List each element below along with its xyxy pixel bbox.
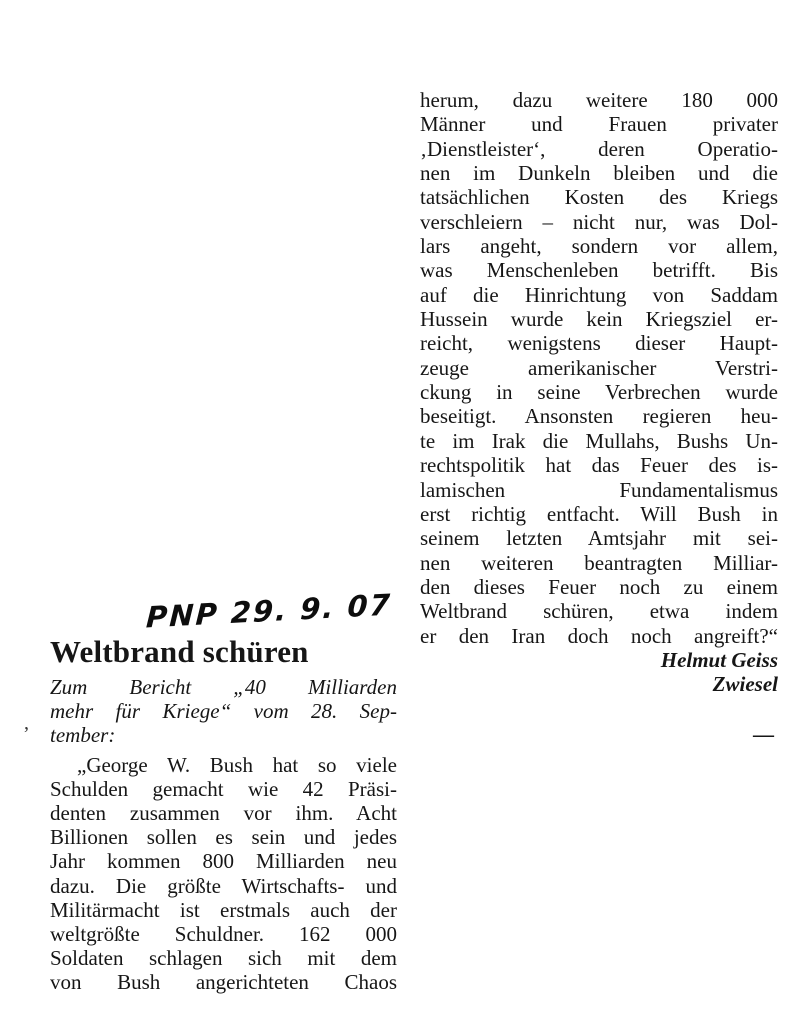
- text-line: verschleiern – nicht nur, was Dol-: [420, 209, 778, 234]
- article-headline: Weltbrand schüren: [50, 634, 309, 669]
- text-line: reicht, wenigstens dieser Haupt-: [420, 331, 778, 356]
- article-left-column: [50, 634, 397, 995]
- article-intro-paragraph: [50, 675, 397, 748]
- signature-city: Zwiesel: [712, 672, 778, 697]
- article-body-right: [420, 88, 778, 648]
- text-line: zeuge amerikanischer Verstri-: [420, 355, 778, 380]
- text-line: seinem letzten Amtsjahr mit sei-: [420, 526, 778, 551]
- text-line: erst richtig entfacht. Will Bush in: [420, 501, 778, 526]
- text-line: Hussein wurde kein Kriegsziel er-: [420, 307, 778, 332]
- text-line: dazu. Die größte Wirtschafts- und: [50, 873, 397, 898]
- text-line: ‚Dienstleister‘, deren Operatio-: [420, 136, 778, 161]
- text-line: ckung in seine Verbrechen wurde: [420, 380, 778, 405]
- text-line: Militärmacht ist erstmals auch der: [50, 897, 397, 922]
- text-line: mehr für Kriege“ vom 28. Sep-: [50, 699, 397, 724]
- text-line: weltgrößte Schuldner. 162 000: [50, 922, 397, 947]
- text-line: nen im Dunkeln bleiben und die: [420, 161, 778, 186]
- text-line: Jahr kommen 800 Milliarden neu: [50, 849, 397, 874]
- handwritten-date-annotation: PNP 29. 9. 07: [145, 587, 393, 635]
- text-line: er den Iran doch noch angreift?“: [420, 623, 778, 648]
- article-right-column: [420, 88, 778, 746]
- text-line: Billionen sollen es sein und jedes: [50, 825, 397, 850]
- text-line: te im Irak die Mullahs, Bushs Un-: [420, 428, 778, 453]
- text-line: lamischen Fundamentalismus: [420, 477, 778, 502]
- text-line: Männer und Frauen privater: [420, 112, 778, 137]
- text-line: Zum Bericht „40 Milliarden: [50, 675, 397, 699]
- text-line: den dieses Feuer noch zu einem: [420, 574, 778, 599]
- signature-name: Helmut Geiss: [660, 647, 778, 672]
- text-line: lars angeht, sondern vor allem,: [420, 234, 778, 259]
- text-line: auf die Hinrichtung von Saddam: [420, 282, 778, 307]
- text-line: von Bush angerichteten Chaos: [50, 970, 397, 995]
- text-line: Weltbrand schüren, etwa indem: [420, 599, 778, 624]
- text-line: denten zusammen vor ihm. Acht: [50, 801, 397, 826]
- text-line: tember:: [50, 723, 116, 748]
- end-dash: —: [753, 721, 775, 746]
- text-line: tatsächlichen Kosten des Kriegs: [420, 185, 778, 210]
- text-line: herum, dazu weitere 180 000: [420, 88, 778, 112]
- article-body-left: [50, 753, 397, 995]
- scan-artifact-mark: ,: [24, 712, 29, 734]
- text-line: nen weiteren beantragten Milliar-: [420, 550, 778, 575]
- text-line: rechtspolitik hat das Feuer des is-: [420, 453, 778, 478]
- text-line: „George W. Bush hat so viele: [77, 752, 397, 777]
- text-line: beseitigt. Ansonsten regieren heu-: [420, 404, 778, 429]
- text-line: Schulden gemacht wie 42 Präsi-: [50, 776, 397, 801]
- text-line: was Menschenleben betrifft. Bis: [420, 258, 778, 283]
- text-line: Soldaten schlagen sich mit dem: [50, 946, 397, 971]
